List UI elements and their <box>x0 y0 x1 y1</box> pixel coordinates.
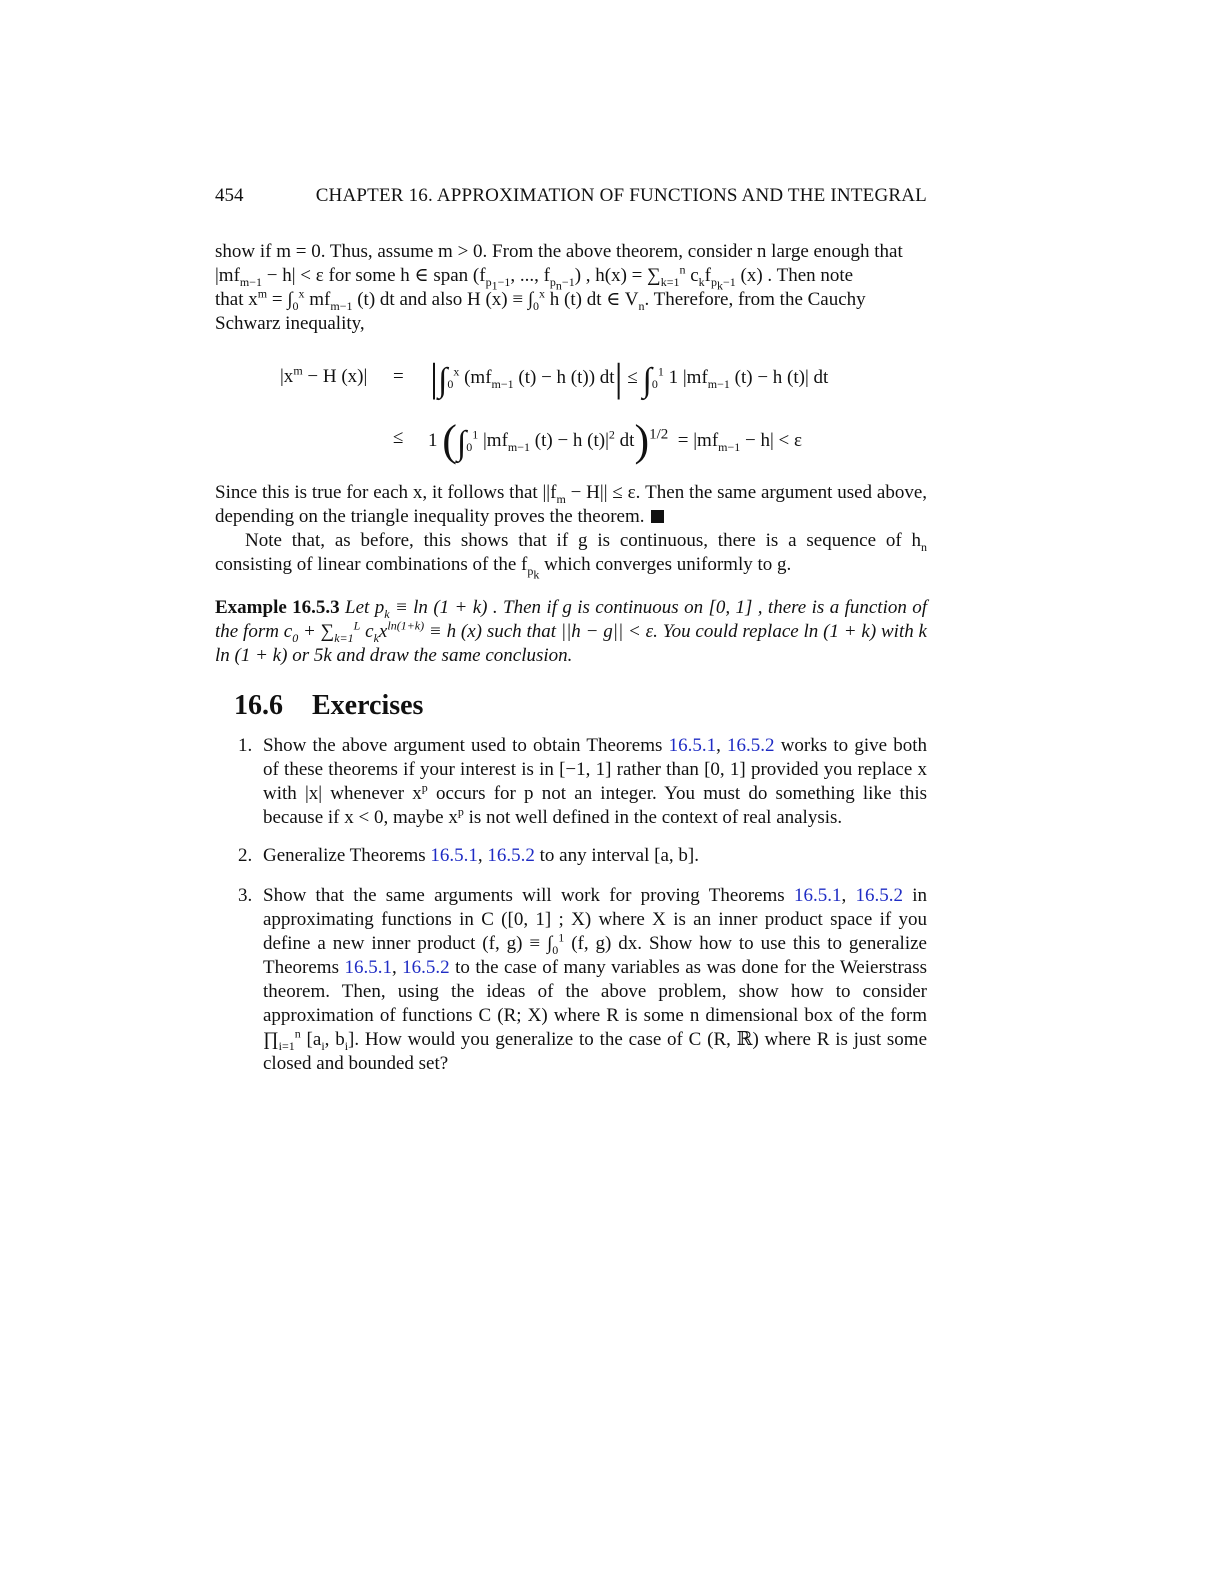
theorem-link-16-5-2[interactable]: 16.5.2 <box>855 885 903 906</box>
equation-le: ≤ <box>393 427 404 448</box>
section-heading <box>234 688 423 724</box>
example-label: Example 16.5.3 <box>215 597 340 618</box>
intro-line-2: $|mf_{m-1} - h| < \varepsilon$ for some h ∈ span ($f_{p_1-1}$, ..., $f_{p_n-1}$) , $h(x) = \sum_{k=1}^n$ $c_kf_{p_k-1}$ (x) . Then note <box>215 262 854 293</box>
paragraph-conclusion: Since this is true for each x, it follows that $||f_m - H|| \le \varepsilon$. Then the same argument used above, depending on the triangle inequality proves the theorem. <box>215 482 927 527</box>
equation-line-2: 1 ($\int_0^1$ $|mf_{m-1}$ (t) − h $(t)|^2$ $dt)^{1/2} = |mf_{m-1} - h| < \varepsilon$ <box>428 416 802 465</box>
page-number: 454 <box>215 185 244 206</box>
theorem-link-16-5-2[interactable]: 16.5.2 <box>487 845 535 866</box>
theorem-link-16-5-2[interactable]: 16.5.2 <box>727 735 775 756</box>
equation-line-1: $|\int_0^x$ ($mf_{m-1}$ (t) − h (t)) $dt| \le \int_0^1$ 1 $|mf_{m-1}$ (t) − h (t)| dt <box>430 355 829 400</box>
paragraph-note: Note that, as before, this shows that if g is continuous, there is a sequence of $h_n$ consisting of linear combinations of the $f_{p_k}$ which converges uniformly to g. <box>215 530 927 582</box>
intro-line-3: that $x^m = \int_0^x$ $mf_{m-1}$ (t) dt and also H $(x) \equiv \int_0^x$ h (t) dt ∈ $V_n$. Therefore, from the Cauchy <box>215 286 866 313</box>
theorem-link-16-5-2[interactable]: 16.5.2 <box>402 957 450 978</box>
exercise-1: 1. Show the above argument used to obtain Theorems 16.5.1, 16.5.2 works to give both of these theorems if your interest is in [−1, 1] rather than [0, 1] provided you replace x with |x| whenever $x^p$ occurs for p not an integer. You must do something like this because if x < 0, maybe $x^p$ is not well defined in the context of real analysis. <box>238 735 928 828</box>
exercise-2: 2. Generalize Theorems 16.5.1, 16.5.2 to any interval [a, b]. <box>238 845 699 866</box>
example-16-5-3: Example 16.5.3 Let $p_k \equiv \ln (1 + k)$ . Then if g is continuous on [0, 1] , there is a function of the form $c_0 + \sum_{k=1}^L$ $c_kx^{ln(1+k)} \equiv h$ (x) such that ||h − g|| < ε. You could replace ln (1 + k) with k ln (1 + k) or 5k and draw the same conclusion. <box>215 597 928 666</box>
intro-line-4: Schwarz inequality, <box>215 313 365 334</box>
equation-equals: = <box>393 366 404 387</box>
section-number: 16.6 <box>234 690 283 721</box>
exercise-marker: 1. <box>238 735 253 756</box>
qed-square-icon <box>651 510 664 523</box>
exercise-3: 3. Show that the same arguments will work for proving Theorems 16.5.1, 16.5.2 in approximating functions in C ([0, 1] ; X) where X is an inner product space if you define a new inner product (f, $g) \equiv \int_0^1$ (f, g) dx. Show how to use this to generalize Theorems 16.5.1, 16.5.2 to the case of many variables as was done for the Weierstrass theorem. Then, using the ideas of the above problem, show how to consider approximation of functions C (R; X) where R is some n dimensional box of the form $\prod_{i=1}^n$ [$a_i$, $b_i$]. How would you generalize to the case of C (R, ℝ) where R is just some closed and bounded set? <box>238 885 928 1074</box>
exercise-marker: 2. <box>238 845 253 866</box>
theorem-link-16-5-1[interactable]: 16.5.1 <box>668 735 717 756</box>
theorem-link-16-5-1[interactable]: 16.5.1 <box>430 845 478 866</box>
chapter-title: CHAPTER 16. APPROXIMATION OF FUNCTIONS AND THE INTEGRAL <box>315 185 927 206</box>
intro-line-1: show if m = 0. Thus, assume m > 0. From the above theorem, consider n large enough that <box>215 241 903 262</box>
paragraph-intro <box>215 240 927 336</box>
section-title: Exercises <box>312 690 424 721</box>
equation-lhs: $|x^m - H$ (x)| <box>280 363 368 387</box>
theorem-link-16-5-1[interactable]: 16.5.1 <box>344 957 392 978</box>
exercise-marker: 3. <box>238 885 253 906</box>
theorem-link-16-5-1[interactable]: 16.5.1 <box>793 885 842 906</box>
